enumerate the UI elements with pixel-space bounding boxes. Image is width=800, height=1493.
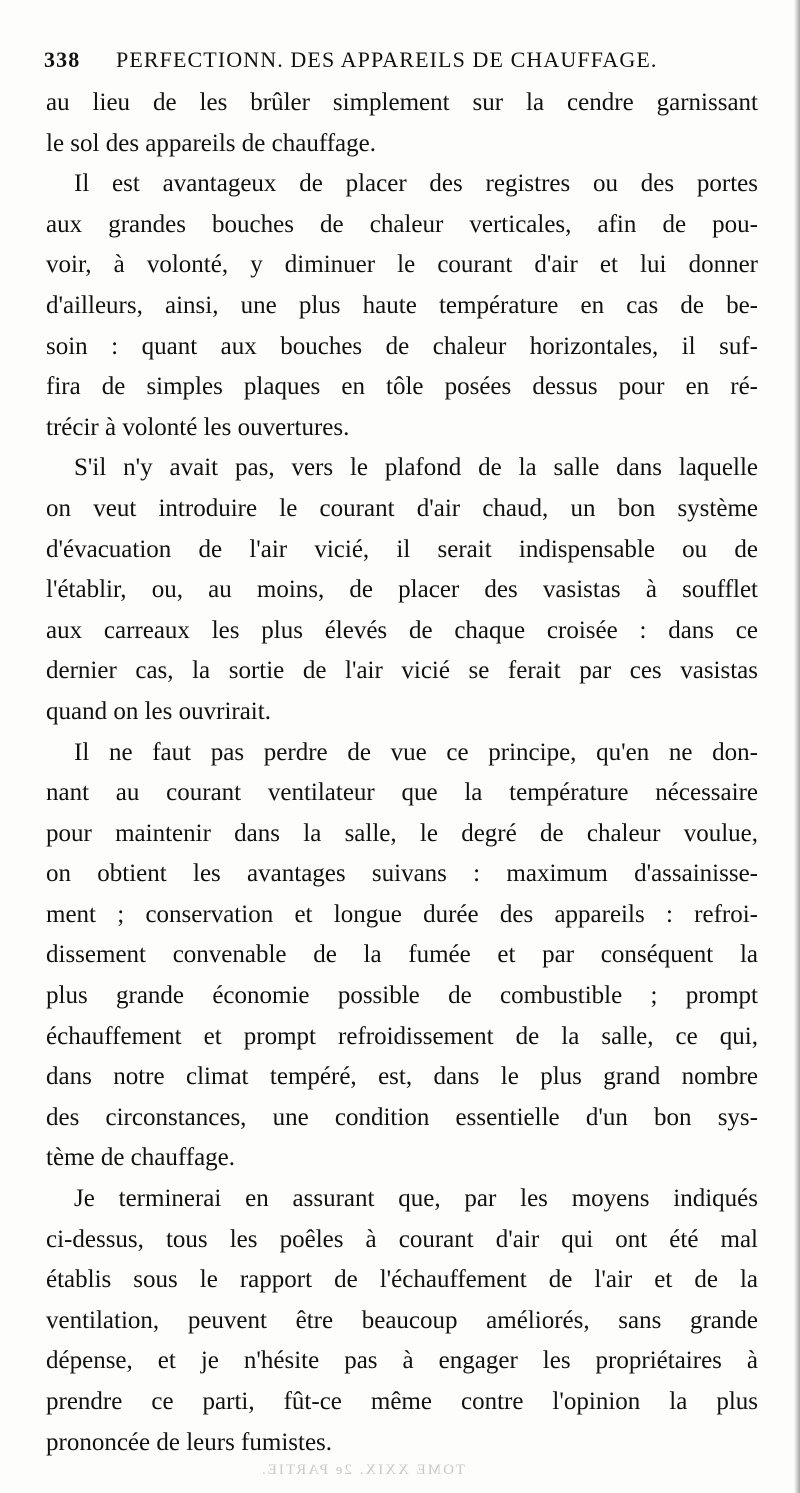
text-line: Je terminerai en assurant que, par les moyens indiqués <box>74 1185 758 1213</box>
text-line: S'il n'y avait pas, vers le plafond de la salle dans laquelle <box>74 454 758 482</box>
text-line: fira de simples plaques en tôle posées dessus pour en ré- <box>46 373 758 401</box>
text-line: d'évacuation de l'air vicié, il serait indispensable ou de <box>46 535 758 563</box>
text-line: le sol des appareils de chauffage. <box>46 129 376 157</box>
text-line: voir, à volonté, y diminuer le courant d'air et lui donner <box>46 251 758 279</box>
text-line: on obtient les avantages suivans : maximum d'assainisse- <box>46 860 758 888</box>
text-line: prendre ce parti, fût-ce même contre l'opinion la plus <box>46 1388 758 1415</box>
text-line: Il est avantageux de placer des registres ou des portes <box>74 170 758 198</box>
text-line: aux carreaux les plus élevés de chaque croisée : dans ce <box>46 616 758 644</box>
text-line: pour maintenir dans la salle, le degré de chaleur voulue, <box>46 819 758 847</box>
text-line: aux grandes bouches de chaleur verticales, afin de pou- <box>46 210 758 238</box>
page-number: 338 <box>44 47 81 72</box>
text-line: au lieu de les brûler simplement sur la cendre garnissant <box>46 89 758 116</box>
text-line: ment ; conservation et longue durée des appareils : refroi- <box>46 900 758 928</box>
text-line: d'ailleurs, ainsi, une plus haute température en cas de be- <box>46 291 758 319</box>
text-line: dépense, et je n'hésite pas à engager les propriétaires à <box>46 1347 758 1375</box>
text-line: dissement convenable de la fumée et par conséquent la <box>46 941 758 969</box>
text-line: des circonstances, une condition essentielle d'un bon sys- <box>46 1103 758 1131</box>
text-line: l'établir, ou, au moins, de placer des vasistas à soufflet <box>46 576 758 604</box>
text-line: prononcée de leurs fumistes. <box>46 1428 333 1456</box>
body-text <box>46 83 758 1463</box>
bleed-through-footer: TOME XXIX. 2e PARTIE. <box>260 1462 465 1478</box>
text-line: soin : quant aux bouches de chaleur horizontales, il suf- <box>46 332 758 360</box>
text-line: quand on les ouvrirait. <box>46 697 271 725</box>
text-line: plus grande économie possible de combustible ; prompt <box>46 982 758 1010</box>
text-line: dernier cas, la sortie de l'air vicié se ferait par ces vasistas <box>46 657 758 685</box>
text-line: établis sous le rapport de l'échauffement de l'air et de la <box>46 1266 758 1294</box>
text-line: trécir à volonté les ouvertures. <box>46 413 350 441</box>
text-line: on veut introduire le courant d'air chaud, un bon système <box>46 494 758 522</box>
text-line: tème de chauffage. <box>46 1144 236 1172</box>
page-edge-shadow <box>794 0 800 1493</box>
text-line: ci-dessus, tous les poêles à courant d'air qui ont été mal <box>46 1225 758 1253</box>
text-line: nant au courant ventilateur que la température nécessaire <box>46 779 758 807</box>
text-line: échauffement et prompt refroidissement de la salle, ce qui, <box>46 1022 758 1050</box>
page-header <box>44 40 760 80</box>
text-line: Il ne faut pas perdre de vue ce principe, qu'en ne don- <box>74 738 758 766</box>
text-line: dans notre climat tempéré, est, dans le plus grand nombre <box>46 1063 758 1091</box>
text-line: ventilation, peuvent être beaucoup améliorés, sans grande <box>46 1306 758 1334</box>
running-title: PERFECTIONN. DES APPAREILS DE CHAUFFAGE. <box>116 47 658 72</box>
